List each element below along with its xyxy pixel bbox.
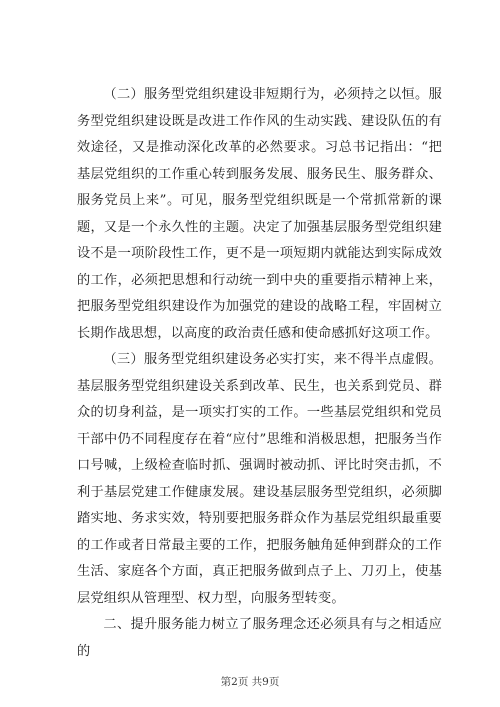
paragraph-section-three: （三）服务型党组织建设务必实打实，来不得半点虚假。基层服务型党组织建设关系到改革、民生，也关系到党员、群众的切身利益，是一项实打实的工作。一些基层党组织和党员干部中仍不同程度存在着“应付”思维和消极思想，把服务当作口号喊，上级检查临时抓、强调时被动抓、评比时突击抓，不利于基层党建工作健康发展。建设基层服务型党组织，必须脚踏实地、务求实效，特别要把服务群众作为基层党组织最重要的工作或者日常最主要的工作，把服务触角延伸到群众的工作生活、家庭各个方面，真正把服务做到点子上、刀刃上，使基层党组织从管理型、权力型，向服务型转变。 [77, 352, 442, 606]
paragraph-section-two: （二）服务型党组织建设非短期行为，必须持之以恒。服务型党组织建设既是改进工作作风的生动实践、建设队伍的有效途径，又是推动深化改革的必然要求。习总书记指出：“把基层党组织的工作重心转到服务发展、服务民生、服务群众、服务党员上来”。可见，服务型党组织既是一个常抓常新的课题，又是一个永久性的主题。决定了加强基层服务型党组织建设不是一项阶段性工作，更不是一项短期内就能达到实际成效的工作，必须把思想和行动统一到中央的重要指示精神上来，把服务型党组织建设作为加强党的建设的战略工程，牢固树立长期作战思想，以高度的政治责任感和使命感抓好这项工作。 [77, 87, 442, 341]
paragraph-heading-two: 二、提升服务能力树立了服务理念还必须具有与之相适应的 [77, 617, 442, 659]
document-body [77, 82, 442, 665]
page-number-footer: 第2页 共9页 [220, 676, 280, 688]
